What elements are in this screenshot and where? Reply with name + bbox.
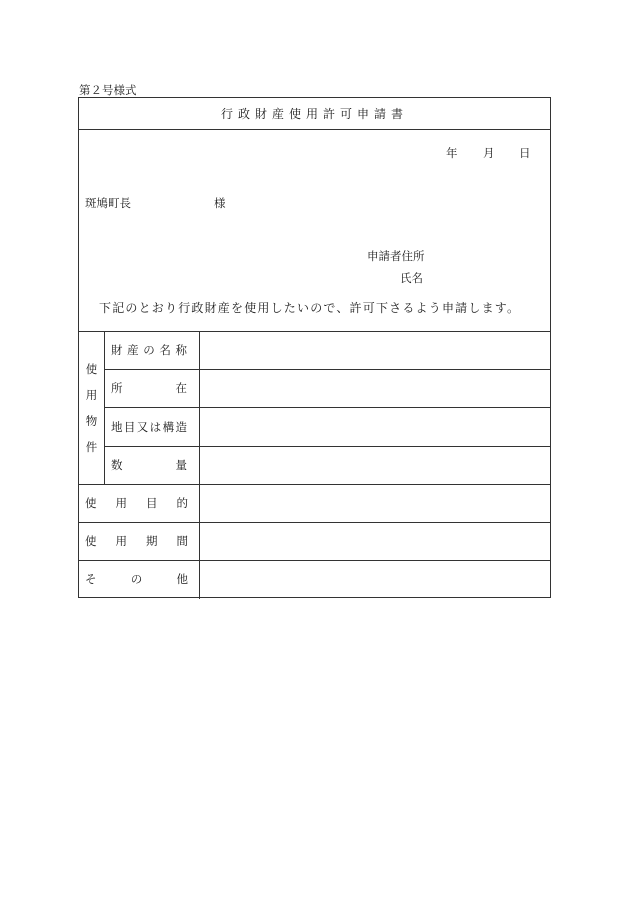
applicant-address-label[interactable]: 申請者住所 [367,249,425,263]
group-divider [104,331,105,484]
property-name-label: 財 産 の 名 称 [111,343,187,357]
other-field[interactable] [199,560,550,598]
quantity-field[interactable] [199,446,550,484]
land-category-structure-label: 地 目 又 は 構 造 [111,420,187,434]
quantity-label: 数 量 [111,458,187,472]
addressee-mayor: 斑鳩町長 [85,196,131,210]
applicant-name-label[interactable]: 氏名 [400,271,423,285]
form-number: 第２号様式 [79,83,137,97]
land-category-structure-field[interactable] [199,408,550,446]
date-month-label[interactable]: 月 [483,146,495,160]
period-of-use-label: 使 用 期 間 [85,534,188,548]
location-label: 所 在 [111,381,187,395]
date-day-label[interactable]: 日 [519,146,531,160]
details-table [79,331,550,599]
form-title: 行政財産使用許可申請書 [79,98,550,130]
property-group-label: 使 用 物 件 [85,361,98,454]
period-of-use-field[interactable] [199,522,550,560]
location-field[interactable] [199,369,550,407]
request-statement: 下記のとおり行政財産を使用したいので、許可下さるよう申請します。 [99,301,521,315]
date-year-label[interactable]: 年 [446,146,458,160]
purpose-of-use-field[interactable] [199,484,550,522]
addressee-honorific: 様 [214,196,226,210]
property-name-field[interactable] [199,331,550,369]
application-form [78,97,551,598]
other-label: そ の 他 [85,572,188,586]
purpose-of-use-label: 使 用 目 的 [85,496,188,510]
